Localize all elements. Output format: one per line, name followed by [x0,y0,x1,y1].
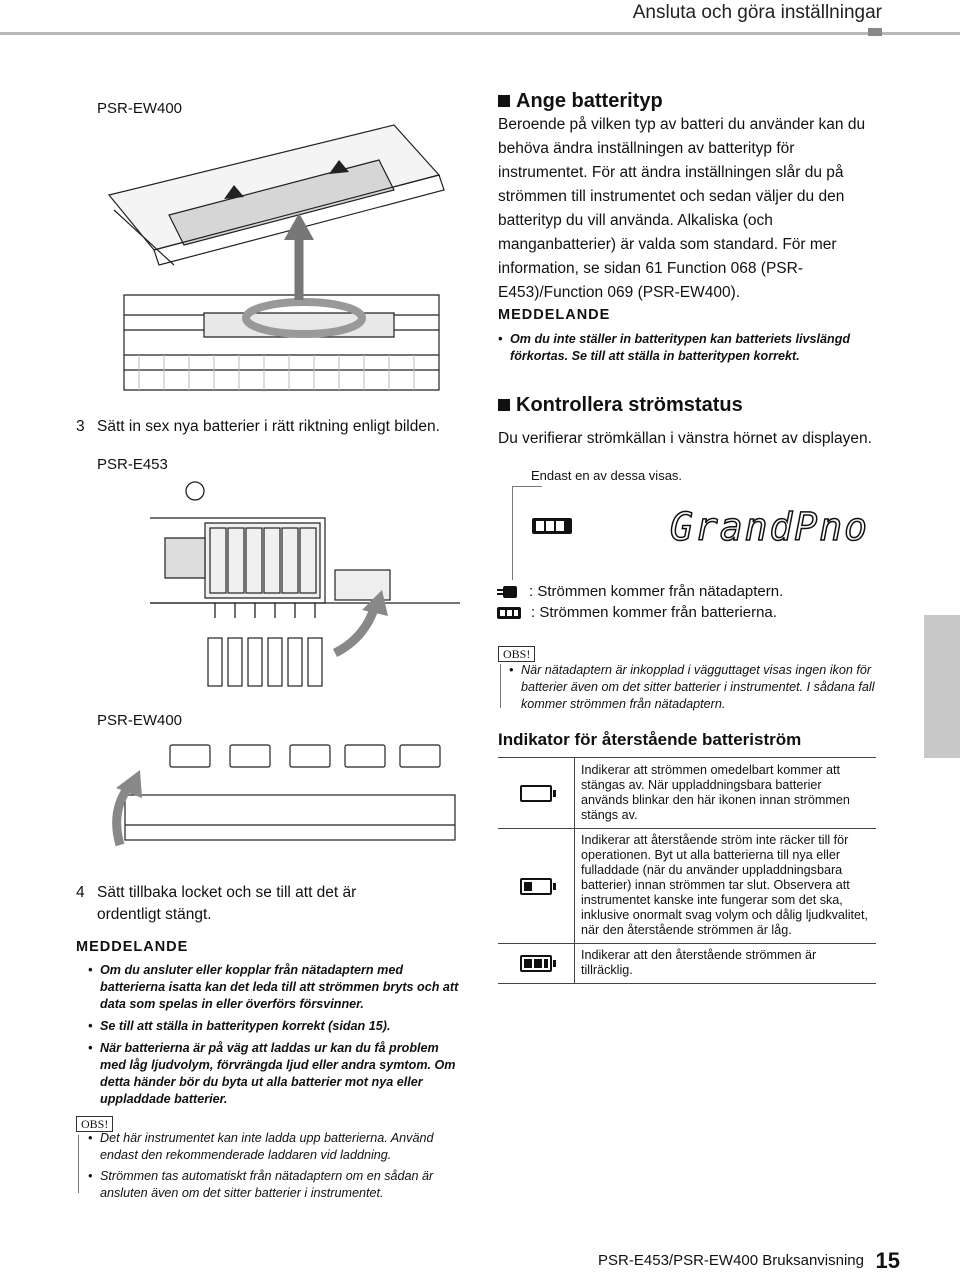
battery-insertion-illustration-e453 [120,478,460,690]
section-body-power-status: Du verifierar strömkällan i vänstra hörnet av displayen. [498,430,872,447]
model-label-psr-e453: PSR-E453 [97,456,168,473]
obs-list-left [88,1130,468,1202]
note-heading-right: MEDDELANDE [498,307,611,323]
battery-indicator-table [498,757,876,984]
legend-battery: : Strömmen kommer från batterierna. [497,604,777,621]
header-rule [0,32,960,35]
indicator-text-low: Indikerar att återstående ström inte räcker till för operationen. Byt ut alla batterierna till nya eller fulladdade (när du använder uppladdningsbara batterier) innan strömmen tar slut. Observera att instrumentet kanske inte fungerar som det ska, inklusive onormalt svag volym och dålig ljudkvalitet, när den återstående strömmen är låg. [575,829,877,944]
battery-full-icon [497,607,521,619]
obs-item: • Det här instrumentet kan inte ladda upp batterierna. Använd endast den rekommenderade laddaren vid laddning. [88,1131,434,1162]
battery-cover-illustration-ew400 [94,115,456,405]
battery-insertion-illustration-ew400 [100,740,462,855]
note-item: • När batterierna är på väg att laddas ur kan du få problem med låg ljudvolym, förvrängda ljud eller andra symtom. Om detta händer bör du byta ut alla batterier mot nya eller uppladdade batterier. [88,1041,456,1106]
lcd-display [518,500,870,558]
page-number: 15 [875,1248,900,1273]
section-title-battery-type: Ange batterityp [498,90,663,113]
ac-adapter-icon [497,586,519,598]
note-item: • Se till att ställa in batteritypen korrekt (sidan 15). [88,1019,391,1033]
section-bullet-icon [498,95,510,107]
model-label-psr-ew400-bottom: PSR-EW400 [97,712,183,729]
model-label-psr-ew400-top: PSR-EW400 [97,100,183,117]
header-marker [868,28,882,36]
indicator-text-full: Indikerar att den återstående strömmen är tillräcklig. [575,944,877,984]
lcd-text: GrandPno [670,505,870,549]
section-bullet-icon [498,399,510,411]
battery-full-icon [520,955,552,972]
battery-low-icon [520,878,552,895]
obs-rule-right [500,664,501,708]
indicator-cell-full [498,944,575,984]
obs-badge-left: OBS! [76,1115,113,1133]
indicator-table-title: Indikator för återstående batteriström [498,730,802,749]
chapter-tab [924,615,960,758]
obs-item-right: • När nätadaptern är inkopplad i vägguttaget visas ingen ikon för batterier även om det sitter batterier i instrumentet. I sådana fall kommer strömmen från nätadaptern. [509,663,875,711]
note-item-right: • Om du inte ställer in batteritypen kan batteriets livslängd förkortas. Se till att ställa in batteritypen korrekt. [498,332,851,363]
step-4-line-2: ordentligt stängt. [97,906,212,923]
indicator-text-empty: Indikerar att strömmen omedelbart kommer att stängas av. När uppladdningsbara batterier används blinkar den här ikonen innan strömmen stängs av. [575,758,877,829]
legend-adapter: : Strömmen kommer från nätadaptern. [497,583,783,600]
step-3-text: Sätt in sex nya batterier i rätt riktning enligt bilden. [97,418,440,435]
section-title-power-status: Kontrollera strömstatus [498,394,743,417]
footer-manual-title: PSR-E453/PSR-EW400 Bruksanvisning [598,1252,864,1269]
battery-empty-icon [520,785,552,802]
section-body-battery-type: Beroende på vilken typ av batteri du använder kan du behöva ändra inställningen av batterityp för instrumentet. För att ändra inställningen slår du på strömmen till instrumentet och sedan väljer du den batterityp du vill använda. Alkaliska (och manganbatterier) är valda som standard. För mer information, se sidan 61 Function 068 (PSR-E453)/Function 069 (PSR-EW400). [498,116,866,301]
obs-item: • Strömmen tas automatiskt från nätadaptern om en sådan är ansluten även om det sitter batterier i instrumentet. [88,1169,434,1200]
page-header-title: Ansluta och göra inställningar [632,2,882,23]
step-4-line-1: Sätt tillbaka locket och se till att det är [97,884,357,901]
step-3-number: 3 [76,418,85,435]
display-callout-line [512,486,513,580]
display-caption: Endast en av dessa visas. [531,468,683,483]
step-4-number: 4 [76,884,85,901]
note-heading-left: MEDDELANDE [76,939,189,955]
table-row [498,829,876,944]
indicator-cell-low [498,829,575,944]
note-list-left [88,962,468,1108]
obs-rule-left [78,1135,79,1193]
display-callout-line [512,486,542,487]
indicator-cell-empty [498,758,575,829]
obs-badge-right: OBS! [498,645,535,663]
table-row [498,758,876,829]
table-row [498,944,876,984]
note-item: • Om du ansluter eller kopplar från nätadaptern med batterierna isatta kan det leda till att strömmen bryts och att data som spelas in eller överförs försvinner. [88,963,459,1011]
